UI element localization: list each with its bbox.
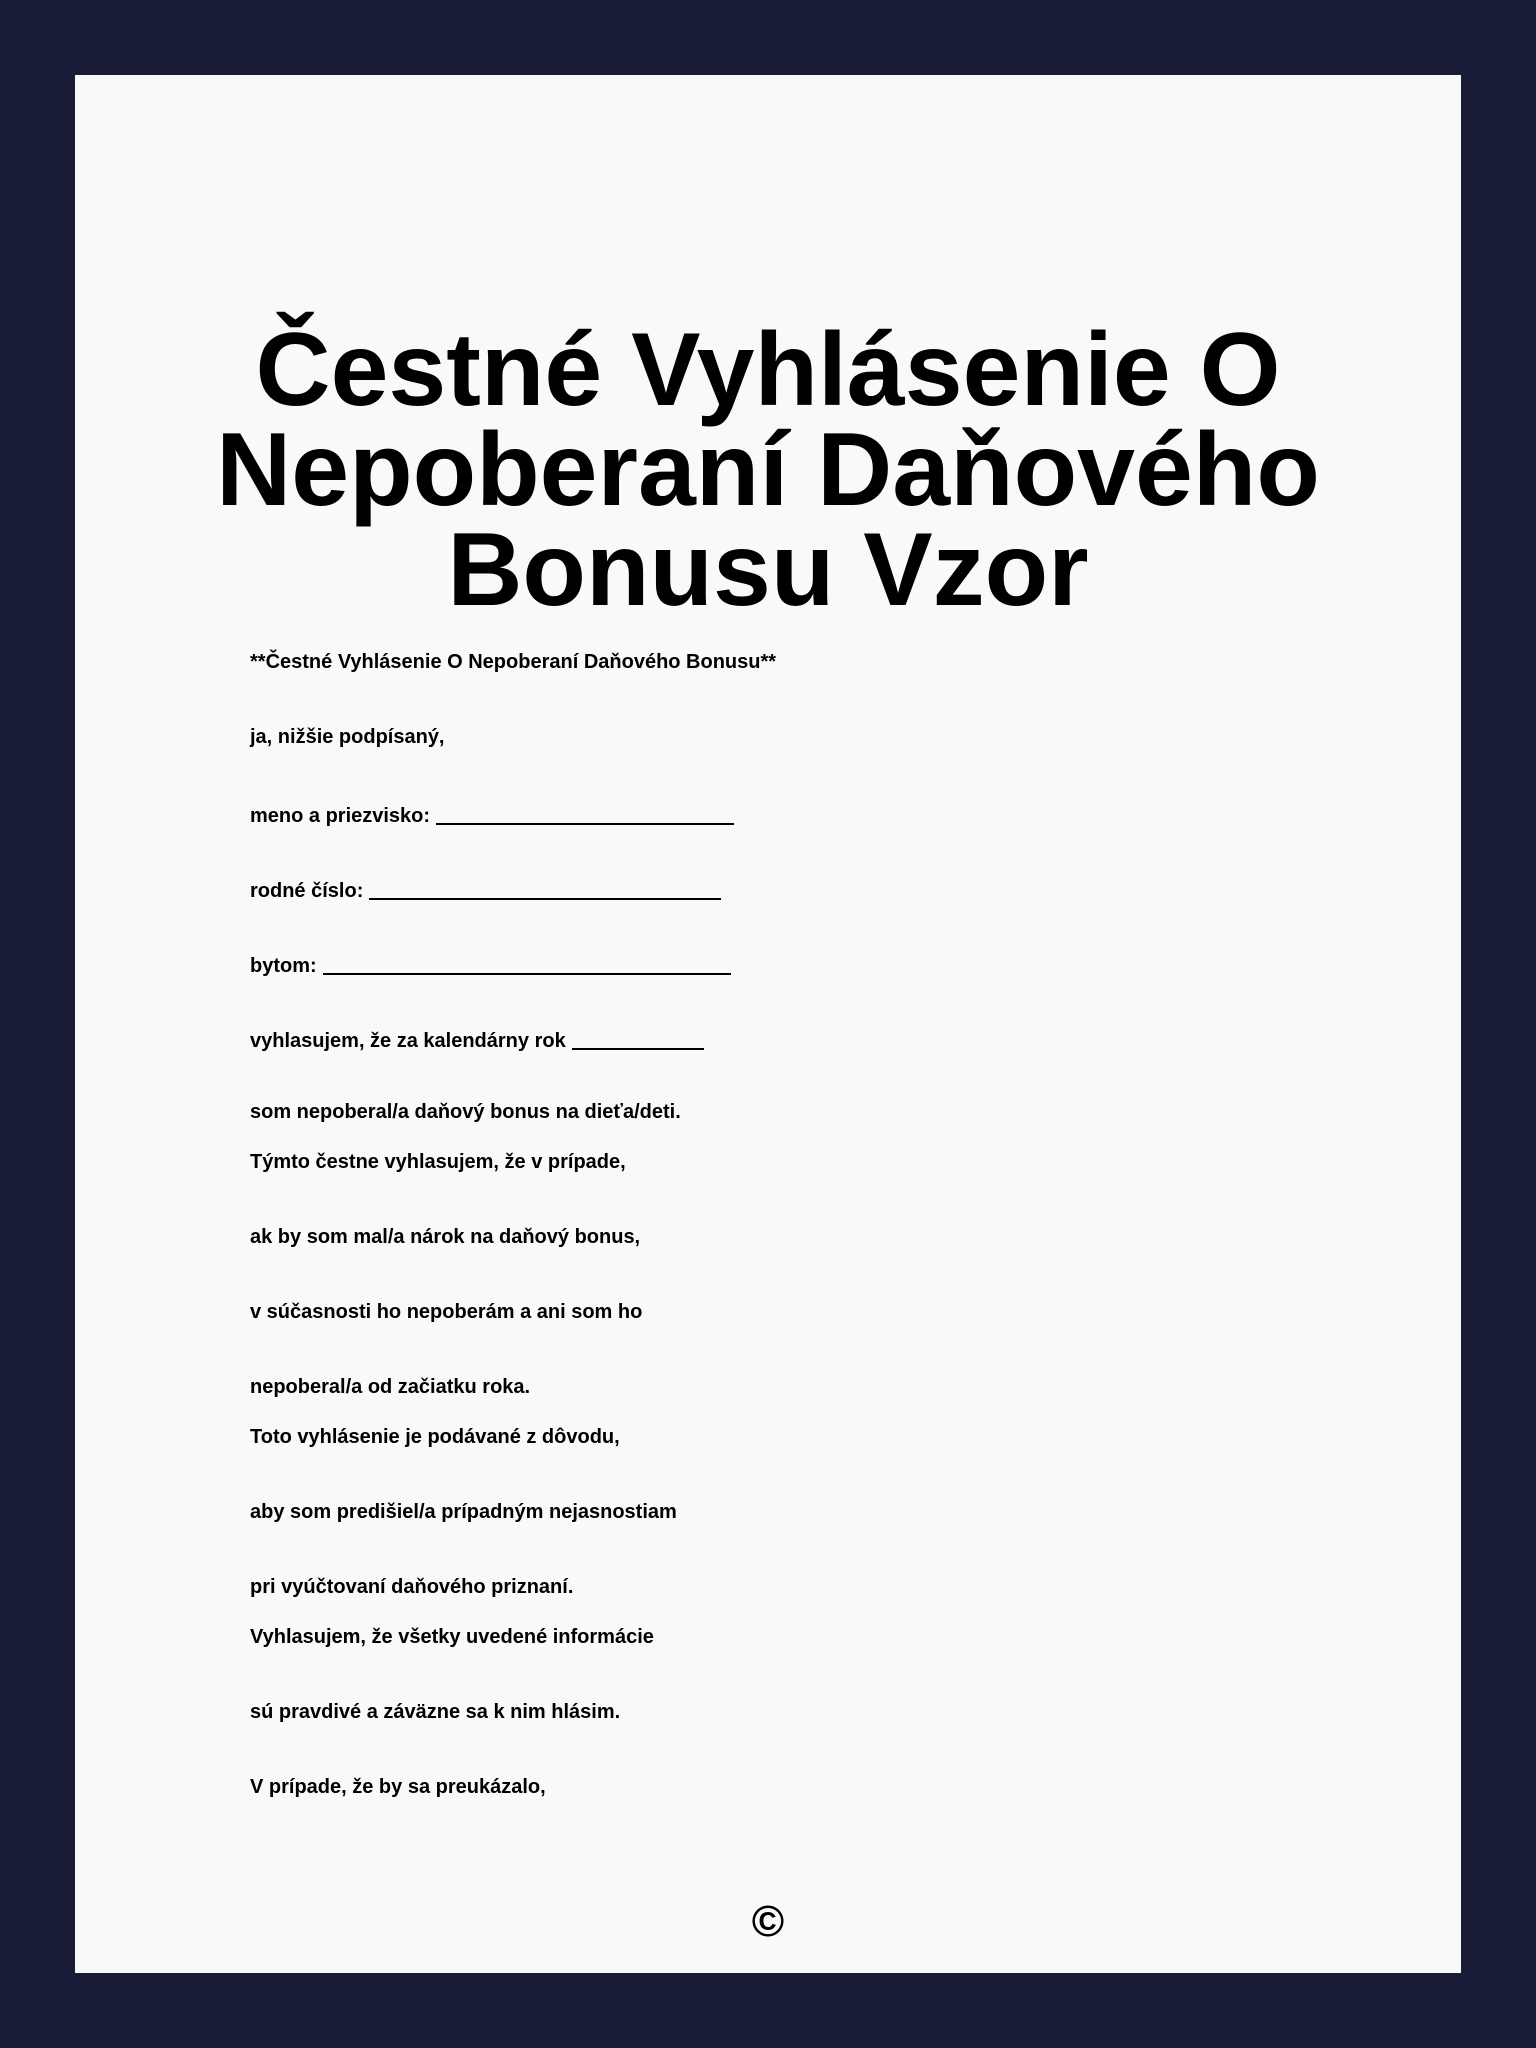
paragraph-line: v súčasnosti ho nepoberám a ani som ho xyxy=(250,1301,643,1323)
year-label: vyhlasujem, že za kalendárny rok xyxy=(250,1030,566,1052)
intro-line: ja, nižšie podpísaný, xyxy=(250,726,445,748)
paragraph-line: nepoberal/a od začiatku roka. xyxy=(250,1376,531,1398)
paragraph-line: pri vyúčtovaní daňového priznaní. xyxy=(250,1576,574,1598)
title-line-1: Čestné Vyhlásenie O xyxy=(255,312,1281,428)
address-blank-line xyxy=(323,953,731,975)
title-line-2: Nepoberaní Daňového xyxy=(216,412,1320,528)
paragraph-line: som nepoberal/a daňový bonus na dieťa/deti. xyxy=(250,1101,681,1123)
document-title xyxy=(75,312,1461,628)
paragraph-line: V prípade, že by sa preukázalo, xyxy=(250,1776,546,1798)
birth-number-field xyxy=(250,875,721,903)
paragraph-line: aby som predišiel/a prípadným nejasnostiam xyxy=(250,1501,677,1523)
year-field xyxy=(250,1025,704,1053)
paragraph-line: ak by som mal/a nárok na daňový bonus, xyxy=(250,1226,641,1248)
paragraph-line: Toto vyhlásenie je podávané z dôvodu, xyxy=(250,1426,620,1448)
birth-number-label: rodné číslo: xyxy=(250,880,364,902)
year-blank-line xyxy=(572,1028,704,1050)
name-blank-line xyxy=(436,803,734,825)
paragraph-line: Vyhlasujem, že všetky uvedené informácie xyxy=(250,1626,654,1648)
birth-number-blank-line xyxy=(369,878,721,900)
paragraph-line: sú pravdivé a záväzne sa k nim hlásim. xyxy=(250,1701,621,1723)
copyright-icon: © xyxy=(751,1897,785,1946)
name-field-label: meno a priezvisko: xyxy=(250,805,431,827)
name-field xyxy=(250,800,734,828)
paragraph-line: Týmto čestne vyhlasujem, že v prípade, xyxy=(250,1151,626,1173)
document-heading: **Čestné Vyhlásenie O Nepoberaní Daňového Bonusu** xyxy=(250,651,777,673)
address-label: bytom: xyxy=(250,955,317,977)
document-page xyxy=(75,75,1461,1973)
address-field xyxy=(250,950,731,978)
title-line-3: Bonusu Vzor xyxy=(447,512,1089,628)
